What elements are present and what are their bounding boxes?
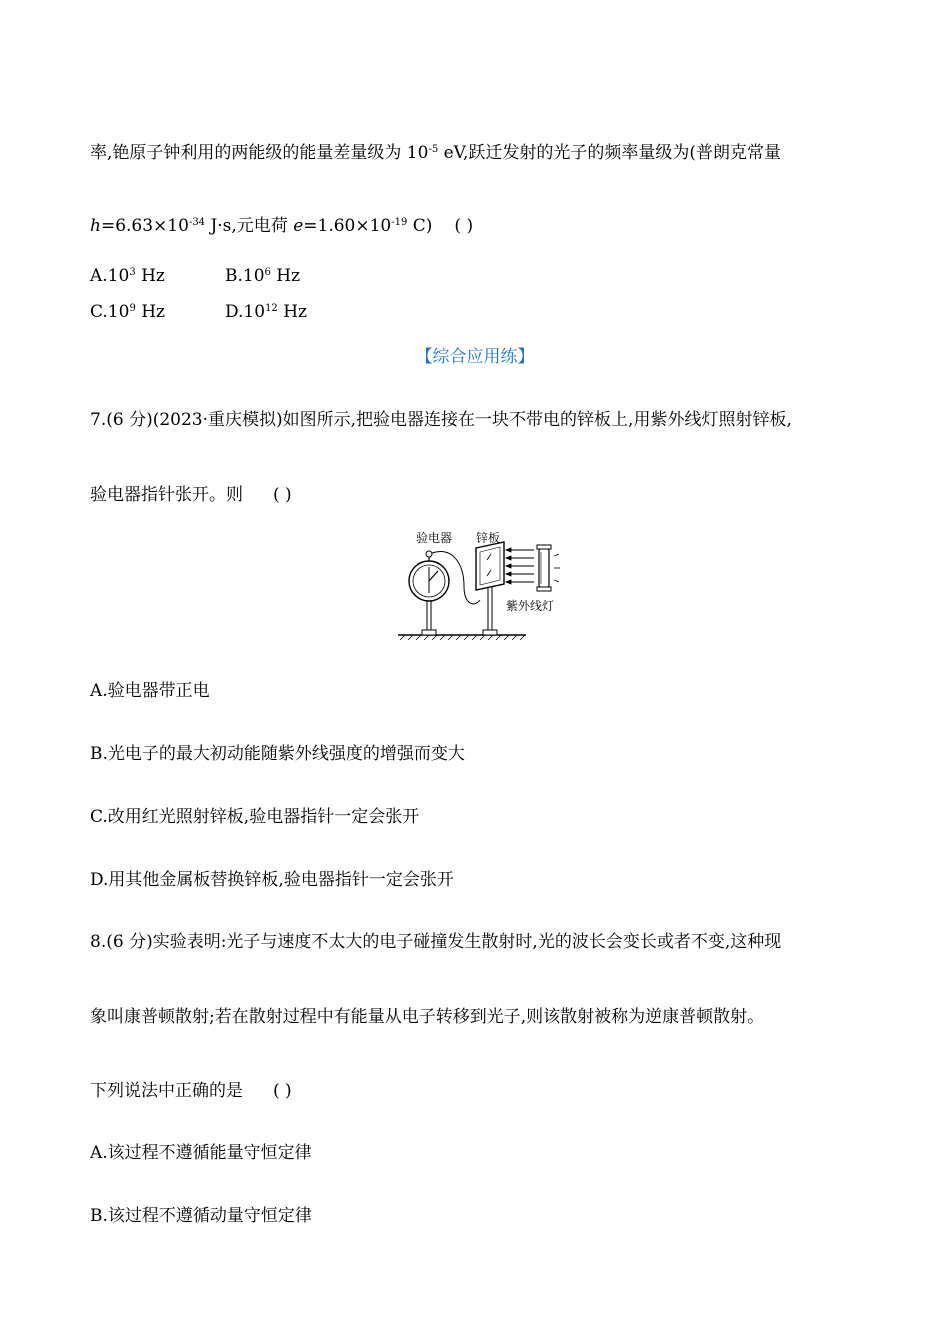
q6-option-c-exp: 9 xyxy=(129,303,136,314)
q7-line-2 xyxy=(90,483,292,507)
q6-option-d-unit: Hz xyxy=(277,302,307,322)
q6-line-1 xyxy=(90,138,781,165)
q6-option-b-exp: 6 xyxy=(264,267,271,278)
q6-line-2-text-c: =1.60×10 xyxy=(303,216,392,236)
q8-option-b: B.该过程不遵循动量守恒定律 xyxy=(90,1206,312,1226)
q7-option-b: B.光电子的最大初动能随紫外线强度的增强而变大 xyxy=(90,744,465,764)
q6-option-a-exp: 3 xyxy=(129,267,136,278)
q7-line-2-text: 验电器指针张开。则 xyxy=(90,485,243,505)
q6-line-2-text-d: C) xyxy=(407,216,433,236)
q6-option-b xyxy=(225,261,300,288)
q6-option-c-unit: Hz xyxy=(135,302,165,322)
q6-line-1-text-b: eV,跃迁发射的光子的频率量级为(普朗克常量 xyxy=(438,143,782,163)
q8-option-a: A.该过程不遵循能量守恒定律 xyxy=(90,1143,312,1163)
q7-answer-paren: ( ) xyxy=(273,485,292,505)
zinc-plate xyxy=(476,542,504,635)
q6-option-b-base: B.10 xyxy=(225,266,265,286)
q6-exponent-e: -19 xyxy=(391,217,408,228)
q6-line-1-exponent: -5 xyxy=(428,144,439,155)
label-electroscope: 验电器 xyxy=(416,531,453,545)
q7-figure-svg xyxy=(394,526,584,648)
label-zinc-plate: 锌板 xyxy=(476,531,501,545)
q6-option-c-base: C.10 xyxy=(90,302,130,322)
q8-line-1: 8.(6 分)实验表明:光子与速度不太大的电子碰撞发生散射时,光的波长会变长或者不变,这种现 xyxy=(90,932,782,952)
q6-option-a xyxy=(90,261,165,288)
label-uv-lamp: 紫外线灯 xyxy=(506,599,555,613)
section-title: 【综合应用练】 xyxy=(415,347,535,367)
q6-answer-paren: ( ) xyxy=(454,216,474,236)
q6-option-d-exp: 12 xyxy=(265,303,278,314)
q6-symbol-e: e xyxy=(293,216,304,236)
q6-option-d-base: D.10 xyxy=(225,302,266,322)
q6-option-b-unit: Hz xyxy=(270,266,301,286)
q8-line-3-text: 下列说法中正确的是 xyxy=(90,1081,243,1101)
q6-exponent-h: -34 xyxy=(188,217,206,228)
q6-line-2-text-b: J·s,元电荷 xyxy=(205,216,294,236)
q7-option-c: C.改用红光照射锌板,验电器指针一定会张开 xyxy=(90,807,420,827)
q8-line-3 xyxy=(90,1079,292,1103)
uv-lamp xyxy=(537,545,560,591)
q8-line-2: 象叫康普顿散射;若在散射过程中有能量从电子转移到光子,则该散射被称为逆康普顿散射。 xyxy=(90,1007,765,1027)
q6-option-a-unit: Hz xyxy=(135,266,165,286)
q8-answer-paren: ( ) xyxy=(273,1081,292,1101)
q7-line-1: 7.(6 分)(2023·重庆模拟)如图所示,把验电器连接在一块不带电的锌板上,用紫外线灯照射锌板, xyxy=(90,410,792,430)
q6-symbol-h: h xyxy=(90,216,101,236)
q7-figure xyxy=(394,526,584,648)
q6-line-2-text-a: =6.63×10 xyxy=(100,216,189,236)
q6-line-2 xyxy=(90,211,473,238)
electroscope xyxy=(409,551,449,635)
q7-option-d: D.用其他金属板替换锌板,验电器指针一定会张开 xyxy=(90,870,454,890)
q6-option-a-base: A.10 xyxy=(90,266,130,286)
uv-rays xyxy=(506,548,534,584)
q6-line-1-text-a: 率,铯原子钟利用的两能级的能量差量级为 10 xyxy=(90,143,429,163)
q6-option-d xyxy=(225,297,307,324)
q7-option-a: A.验电器带正电 xyxy=(90,681,210,701)
q6-option-c xyxy=(90,297,165,324)
